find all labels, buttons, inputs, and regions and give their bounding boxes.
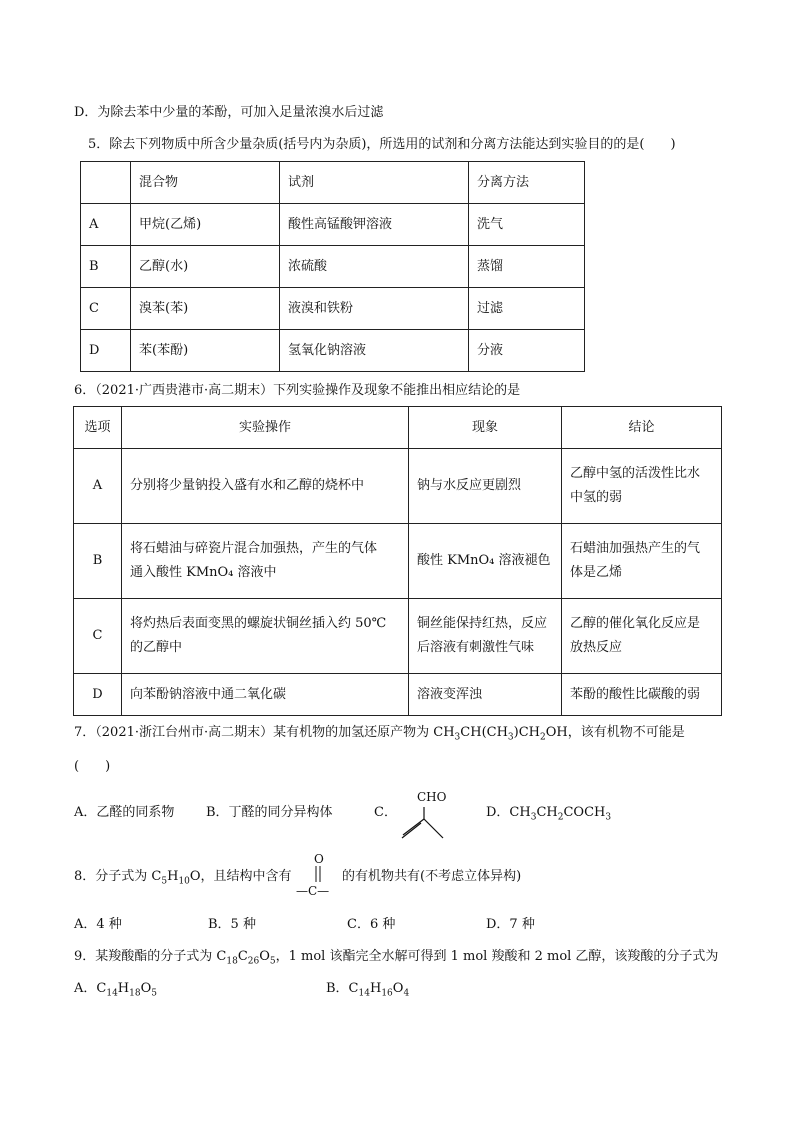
subscript: 2 xyxy=(540,732,546,743)
subscript: 3 xyxy=(507,732,514,743)
subscript: 5 xyxy=(161,876,168,887)
q8-stem-a xyxy=(74,868,292,886)
table-cell: A xyxy=(81,204,131,246)
option-part: O xyxy=(392,981,404,996)
table-cell: D xyxy=(81,330,131,372)
q7-stem-part: OH，该有机物不可能是 xyxy=(545,725,685,740)
q9-stem-part: C xyxy=(237,949,248,964)
q7-option-a: A．乙醛的同系物 xyxy=(74,805,175,820)
option-d-part: COCH xyxy=(563,805,606,820)
phenomenon-cell xyxy=(409,524,562,599)
phenomenon-text: 钠与水反应更剧烈 xyxy=(417,478,522,493)
header-cell: 实验操作 xyxy=(122,407,409,449)
conclusion-cell xyxy=(562,599,722,674)
header-cell: 试剂 xyxy=(280,162,469,204)
subscript: 5 xyxy=(269,956,276,967)
q7-option-b: B．丁醛的同分异构体 xyxy=(206,805,333,820)
carbonyl-group: —C— xyxy=(296,884,330,898)
carbonyl-double-bond xyxy=(314,866,322,882)
operation-cell xyxy=(122,674,409,716)
q9-stem xyxy=(74,948,718,966)
option-cell: C xyxy=(74,599,122,674)
table-cell: 蒸馏 xyxy=(469,246,585,288)
q6-stem: 6．（2021·广西贵港市·高二期末）下列实验操作及现象不能推出相应结论的是 xyxy=(74,383,521,398)
q8-stem-part: O，且结构中含有 xyxy=(189,869,292,884)
table-row xyxy=(81,204,585,246)
conclusion-cell xyxy=(562,674,722,716)
option-d-part: D．CH xyxy=(486,805,531,820)
subscript: 10 xyxy=(178,876,190,887)
header-cell xyxy=(81,162,131,204)
conclusion-line: 乙醇中氢的活泼性比水 xyxy=(570,466,701,481)
q8-option-a: A．4 种 xyxy=(74,917,122,932)
q9-stem-part: 9．某羧酸酯的分子式为 C xyxy=(74,949,227,964)
q8-stem-part: H xyxy=(167,869,179,884)
conclusion-cell xyxy=(562,449,722,524)
option-part: B．C xyxy=(326,981,359,996)
q5-table xyxy=(80,161,585,372)
option-d-part: CH xyxy=(536,805,558,820)
operation-text: 向苯酚钠溶液中通二氧化碳 xyxy=(130,686,287,702)
q7-option-d xyxy=(486,804,611,822)
q6-table xyxy=(73,406,722,716)
operation-line: 的乙醇中 xyxy=(130,640,183,655)
option-cell: D xyxy=(74,674,122,716)
table-cell: 洗气 xyxy=(469,204,585,246)
q7-option-c: C． xyxy=(374,805,397,820)
table-cell: 氢氧化钠溶液 xyxy=(280,330,469,372)
operation-line: 将石蜡油与碎瓷片混合加强热，产生的气体 xyxy=(130,541,378,556)
subscript: 18 xyxy=(226,956,238,967)
phenomenon-line: 后溶液有刺激性气味 xyxy=(417,640,535,655)
subscript: 14 xyxy=(106,988,118,999)
subscript: 26 xyxy=(247,956,260,967)
table-row xyxy=(81,246,585,288)
option-cell: B xyxy=(74,524,122,599)
q4-option-d: D．为除去苯中少量的苯酚，可加入足量浓溴水后过滤 xyxy=(74,105,384,120)
q8-option-b: B．5 种 xyxy=(208,917,256,932)
conclusion-line: 中氢的弱 xyxy=(570,490,623,505)
q7-stem-part: 7．（2021·浙江台州市·高二期末）某有机物的加氢还原产物为 CH xyxy=(74,725,455,740)
conclusion-line: 放热反应 xyxy=(570,640,623,655)
q9-option-a xyxy=(74,980,157,998)
conclusion-cell xyxy=(562,524,722,599)
table-row xyxy=(81,288,585,330)
header-cell: 现象 xyxy=(409,407,562,449)
q8-stem-part: 8．分子式为 C xyxy=(74,869,162,884)
table-row xyxy=(74,674,722,716)
table-row xyxy=(74,449,722,524)
table-row xyxy=(81,330,585,372)
operation-cell xyxy=(122,524,409,599)
table-cell: C xyxy=(81,288,131,330)
phenomenon-cell xyxy=(409,599,562,674)
structure-label-cho: CHO xyxy=(417,790,447,804)
q8-option-c: C．6 种 xyxy=(347,917,396,932)
operation-line: 将灼热后表面变黑的螺旋状铜丝插入约 50℃ xyxy=(130,616,387,631)
subscript: 16 xyxy=(381,988,393,999)
header-cell: 混合物 xyxy=(131,162,280,204)
table-cell: 苯(苯酚) xyxy=(131,330,280,372)
table-cell: 甲烷(乙烯) xyxy=(131,204,280,246)
conclusion-line: 石蜡油加强热产生的气 xyxy=(570,541,701,556)
operation-cell xyxy=(122,599,409,674)
subscript: 2 xyxy=(557,812,564,823)
table-cell: 分液 xyxy=(469,330,585,372)
table-row xyxy=(74,524,722,599)
phenomenon-cell xyxy=(409,449,562,524)
q7-stem-part: )CH xyxy=(513,725,541,740)
conclusion-line: 乙醇的催化氧化反应是 xyxy=(570,616,701,631)
option-part: A．C xyxy=(74,981,107,996)
q9-stem-part: O xyxy=(259,949,270,964)
carbonyl-oxygen: O xyxy=(314,852,324,866)
operation-cell xyxy=(122,449,409,524)
option-part: H xyxy=(369,981,382,996)
table-cell: 酸性高锰酸钾溶液 xyxy=(280,204,469,246)
operation-line: 通入酸性 KMnO₄ 溶液中 xyxy=(130,565,277,580)
operation-text: 分别将少量钠投入盛有水和乙醇的烧杯中 xyxy=(130,478,365,493)
table-cell: 乙醇(水) xyxy=(131,246,280,288)
q5-stem: 5．除去下列物质中所含少量杂质(括号内为杂质)，所选用的试剂和分离方法能达到实验目的的是( ) xyxy=(88,137,676,152)
table-cell: B xyxy=(81,246,131,288)
table-cell: 溴苯(苯) xyxy=(131,288,280,330)
phenomenon-cell xyxy=(409,674,562,716)
skeletal-structure xyxy=(400,805,446,841)
q8-stem-d: 的有机物共有(不考虑立体异构) xyxy=(342,869,522,884)
header-cell: 分离方法 xyxy=(469,162,585,204)
option-part: O xyxy=(140,981,152,996)
option-cell: A xyxy=(74,449,122,524)
table-cell: 液溴和铁粉 xyxy=(280,288,469,330)
table-row xyxy=(74,599,722,674)
table-header-row xyxy=(74,407,722,449)
phenomenon-text: 酸性 KMnO₄ 溶液褪色 xyxy=(417,553,551,568)
q9-option-b xyxy=(326,980,409,998)
subscript: 3 xyxy=(605,812,612,823)
conclusion-text: 苯酚的酸性比碳酸的弱 xyxy=(570,686,701,702)
header-cell: 选项 xyxy=(74,407,122,449)
subscript: 4 xyxy=(403,988,410,999)
subscript: 5 xyxy=(151,988,157,999)
subscript: 3 xyxy=(530,812,537,823)
table-cell: 浓硫酸 xyxy=(280,246,469,288)
conclusion-line: 体是乙烯 xyxy=(570,565,623,580)
subscript: 14 xyxy=(358,988,370,999)
table-header-row xyxy=(81,162,585,204)
q8-option-d: D．7 种 xyxy=(486,917,535,932)
option-part: H xyxy=(117,981,130,996)
header-cell: 结论 xyxy=(562,407,722,449)
q9-stem-part: ，1 mol 该酯完全水解可得到 1 mol 羧酸和 2 mol 乙醇，该羧酸的分子式为 xyxy=(275,949,719,964)
subscript: 3 xyxy=(454,732,461,743)
q7-stem-part: CH(CH xyxy=(460,725,508,740)
q7-answer-paren: ( ) xyxy=(74,759,111,774)
subscript: 18 xyxy=(129,988,141,999)
phenomenon-text: 溶液变浑浊 xyxy=(417,686,483,702)
q7-stem xyxy=(74,724,685,742)
table-cell: 过滤 xyxy=(469,288,585,330)
phenomenon-line: 铜丝能保持红热，反应 xyxy=(417,616,548,631)
